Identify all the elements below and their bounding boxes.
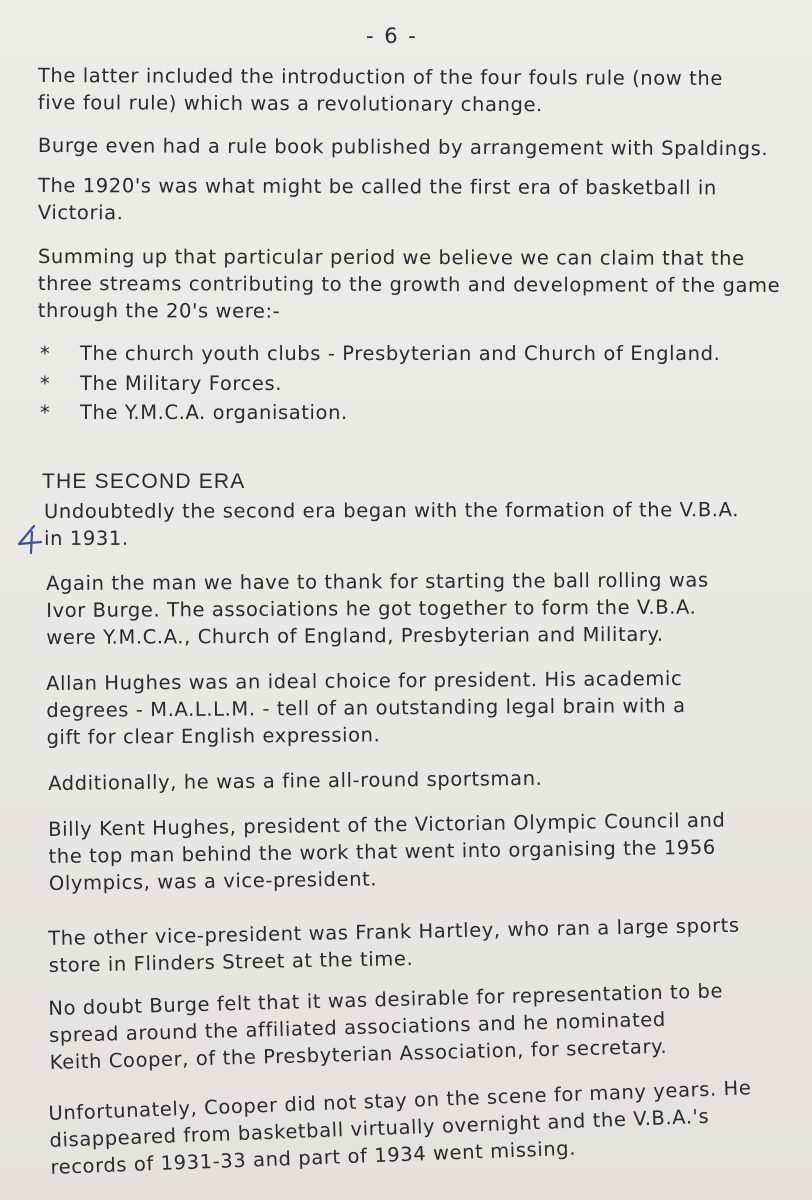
bullet-item	[40, 401, 348, 424]
paragraph-keith-cooper: No doubt Burge felt that it was desirable for representation to be spread around the affiliated associations and he nominated Keith Cooper, of the Presbyterian Association, for secretary.	[48, 979, 724, 1074]
paragraph-billy-kent-hughes: Billy Kent Hughes, president of the Victorian Olympic Council and the top man behind the work that went into organising the 1956 Olympics, was a vice-president.	[48, 808, 726, 895]
bullet-text: The Military Forces.	[80, 372, 283, 395]
paragraph-sportsman: Additionally, he was a fine all-round sportsman.	[48, 766, 543, 795]
bullet-text: The Y.M.C.A. organisation.	[80, 401, 348, 424]
paragraph-second-era: Undoubtedly the second era began with the formation of the V.B.A. in 1931.	[44, 498, 740, 550]
paragraph-cooper-disappeared: Unfortunately, Cooper did not stay on the scene for many years. He disappeared from basketball virtually overnight and the V.B.A.'s records of 1931-33 and part of 1934 went missing.	[48, 1076, 752, 1179]
bullet-item	[40, 342, 720, 365]
bullet-text: The church youth clubs - Presbyterian and Church of England.	[80, 342, 721, 365]
section-heading: THE SECOND ERA	[42, 470, 246, 493]
paragraph-frank-hartley: The other vice-president was Frank Hartley, who ran a large sports store in Flinders Street at the time.	[48, 913, 740, 977]
bullet-marker: *	[40, 372, 51, 395]
paragraph-ivor-burge: Again the man we have to thank for starting the ball rolling was Ivor Burge. The associations he got together to form the V.B.A. were Y.M.C.A., Church of England, Presbyterian and Military.	[46, 568, 709, 649]
paragraph-rule-book: Burge even had a rule book published by arrangement with Spaldings.	[37, 133, 769, 161]
bullet-marker: *	[40, 401, 51, 424]
bullet-marker: *	[40, 342, 51, 365]
page-number: - 6 -	[366, 24, 418, 48]
paragraph-first-era: The 1920's was what might be called the first era of basketball in Victoria.	[37, 173, 717, 225]
paragraph-allan-hughes: Allan Hughes was an ideal choice for president. His academic degrees - M.A.L.L.M. - tell of an outstanding legal brain with a gift for clear English expression.	[46, 667, 686, 749]
paragraph-summing-up: Summing up that particular period we believe we can claim that the three streams contributing to the growth and development of the game through the 20's were:-	[37, 245, 781, 323]
handwritten-4-mark-icon	[14, 523, 44, 555]
paragraph-four-fouls-rule: The latter included the introduction of the four fouls rule (now the five foul rule) which was a revolutionary change.	[37, 63, 724, 117]
bullet-item	[40, 372, 282, 395]
